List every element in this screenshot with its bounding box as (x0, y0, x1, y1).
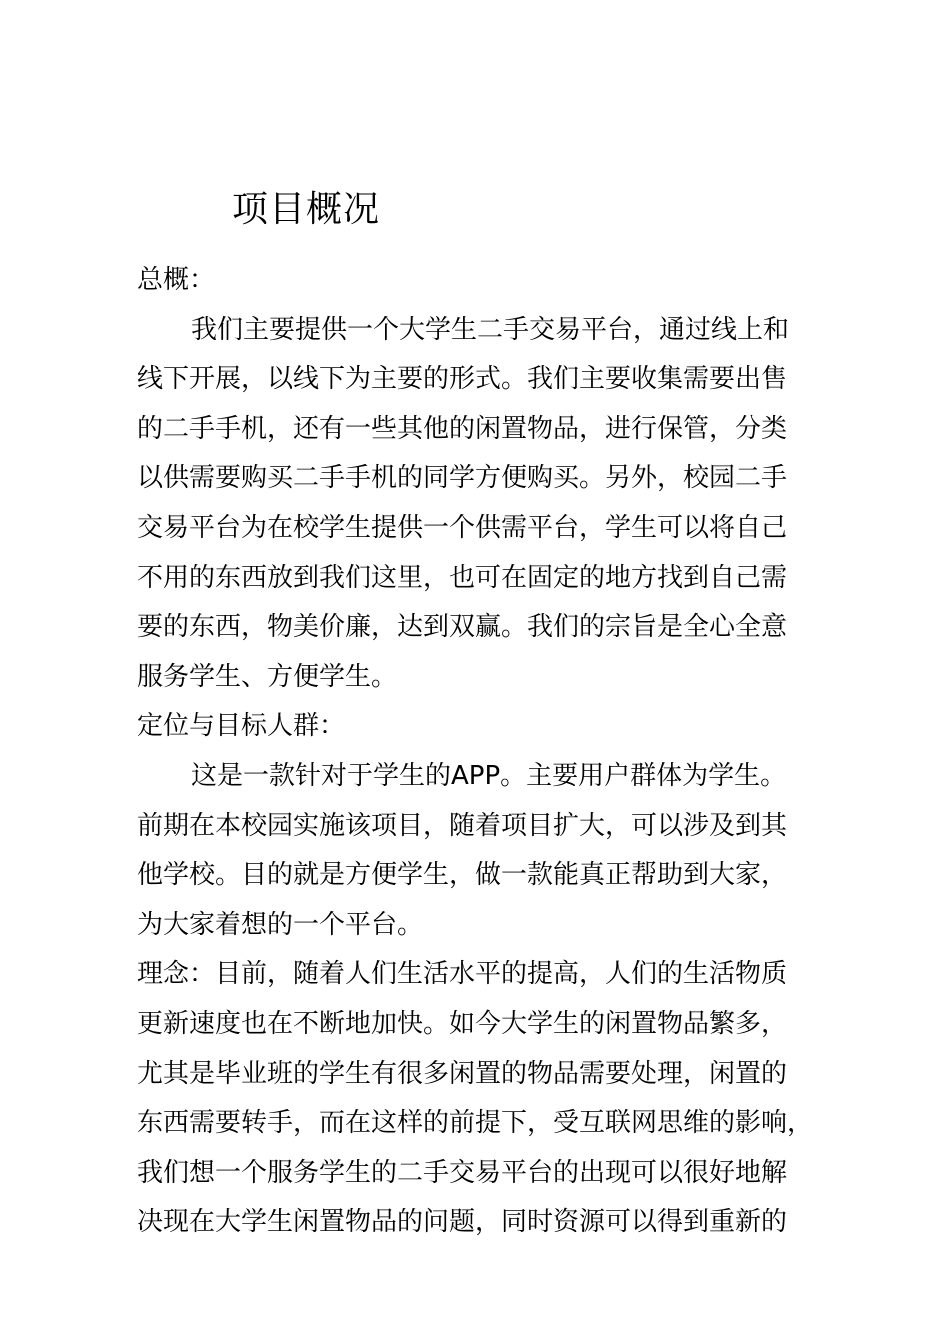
paragraph-line: 以供需要购买二手手机的同学方便购买。另外，校园二手 (137, 463, 788, 494)
paragraph-line: 线下开展，以线下为主要的形式。我们主要收集需要出售 (137, 364, 788, 395)
paragraph-line: 的二手手机，还有一些其他的闲置物品，进行保管，分类 (137, 413, 788, 444)
paragraph-line: 不用的东西放到我们这里，也可在固定的地方找到自己需 (137, 562, 788, 593)
heading-positioning: 定位与目标人群： (137, 711, 346, 742)
paragraph-line: 东西需要转手，而在这样的前提下，受互联网思维的影响， (137, 1108, 814, 1139)
heading-overview: 总概： (137, 265, 216, 295)
page-title: 项目概况 (232, 189, 381, 230)
paragraph-line: 要的东西，物美价廉，达到双赢。我们的宗旨是全心全意 (137, 612, 788, 643)
paragraph-line: 他学校。目的就是方便学生，做一款能真正帮助到大家， (137, 860, 788, 891)
paragraph-line: 这是一款针对于学生的APP。主要用户群体为学生。 (191, 760, 787, 791)
paragraph-line: 前期在本校园实施该项目，随着项目扩大，可以涉及到其 (137, 810, 788, 841)
paragraph-line: 我们主要提供一个大学生二手交易平台，通过线上和 (191, 314, 790, 345)
paragraph-line: 决现在大学生闲置物品的问题，同时资源可以得到重新的 (137, 1207, 788, 1238)
paragraph-line: 交易平台为在校学生提供一个供需平台，学生可以将自己 (137, 512, 788, 543)
paragraph-line-philosophy: 理念：目前，随着人们生活水平的提高，人们的生活物质 (137, 959, 788, 990)
paragraph-line: 我们想一个服务学生的二手交易平台的出现可以很好地解 (137, 1157, 788, 1188)
paragraph-line: 尤其是毕业班的学生有很多闲置的物品需要处理，闲置的 (137, 1058, 788, 1089)
paragraph-line: 更新速度也在不断地加快。如今大学生的闲置物品繁多， (137, 1008, 788, 1039)
document-body (137, 256, 827, 1248)
paragraph-line: 为大家着想的一个平台。 (137, 909, 424, 940)
paragraph-line: 服务学生、方便学生。 (137, 661, 398, 692)
